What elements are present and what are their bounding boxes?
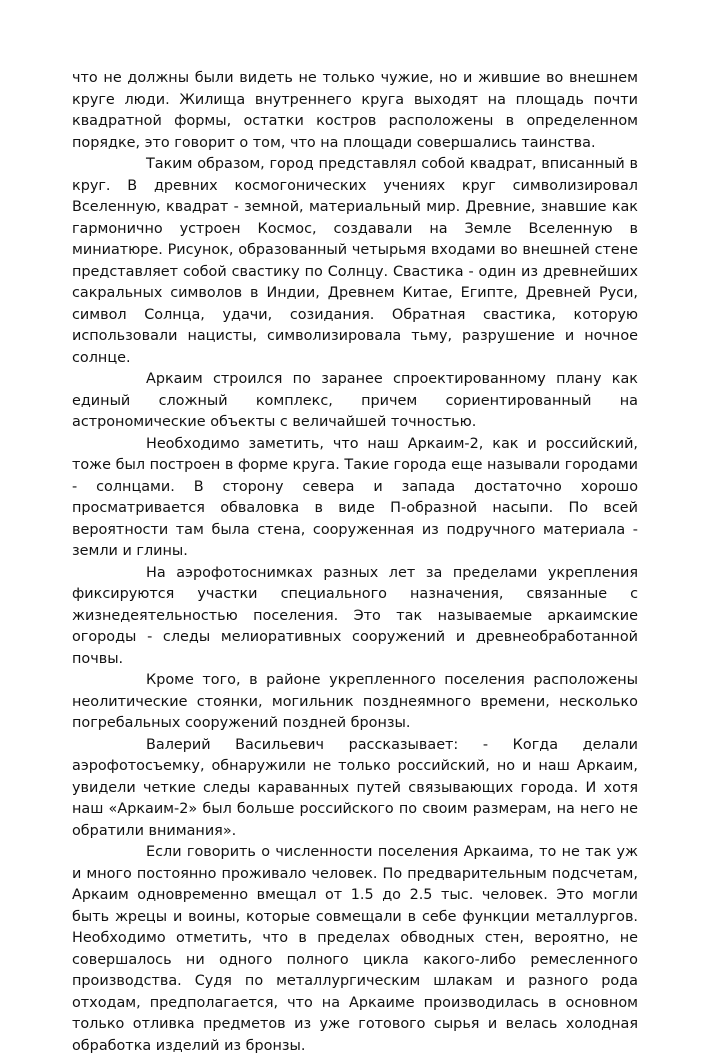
- paragraph-1: что не должны были видеть не только чужие, но и жившие во внешнем круге люди. Жилища внутреннего круга выходят на площадь почти квадратной формы, остатки костров расположены в определенном порядке, это говорит о том, что на площади совершались таинства.: [72, 70, 638, 151]
- paragraph-8: Если говорить о численности поселения Аркаима, то не так уж и много постоянно проживало человек. По предварительным подсчетам, Аркаим одновременно вмещал от 1.5 до 2.5 тыс. человек. Это могли быть жрецы и воины, которые совмещали в себе функции металлургов. Необходимо отметить, что в пределах обводных стен, вероятно, не совершалось ни одного полного цикла какого-либо ремесленного производства. Судя по металлургическим шлакам и разного рода отходам, предполагается, что на Аркаиме производилась в основном только отливка предметов из уже готового сырья и велась холодная обработка изделий из бронзы.: [72, 844, 638, 1054]
- paragraph-7: Валерий Васильевич рассказывает: - Когда делали аэрофотосъемку, обнаружили не только российский, но и наш Аркаим, увидели четкие следы караванных путей связывающих города. И хотя наш «Аркаим-2» был больше российского по своим размерам, на него не обратили внимания».: [72, 736, 638, 839]
- paragraph-5: На аэрофотоснимках разных лет за пределами укрепления фиксируются участки специального назначения, связанные с жизнедеятельностью поселения. Это так называемые аркаимские огороды - следы мелиоративных сооружений и древнеобработанной почвы.: [72, 564, 638, 667]
- paragraph-6: Кроме того, в районе укрепленного поселения расположены неолитические стоянки, могильник позднеямного времени, несколько погребальных сооружений поздней бронзы.: [72, 672, 638, 731]
- paragraph-3: Аркаим строился по заранее спроектированному плану как единый сложный комплекс, причем сориентированный на астрономические объекты с величайшей точностью.: [72, 371, 638, 430]
- paragraph-4: Необходимо заметить, что наш Аркаим-2, как и российский, тоже был построен в форме круга. Такие города еще называли городами - солнцами. В сторону севера и запада достаточно хорошо просматривается обваловка в виде П-образной насыпи. По всей вероятности там была стена, сооруженная из подручного материала - земли и глины.: [72, 435, 638, 559]
- document-page: [72, 68, 638, 1057]
- paragraph-2: Таким образом, город представлял собой квадрат, вписанный в круг. В древних космогонических учениях круг символизировал Вселенную, квадрат - земной, материальный мир. Древние, знавшие как гармонично устроен Космос, создавали на Земле Вселенную в миниатюре. Рисунок, образованный четырьмя входами во внешней стене представляет собой свастику по Солнцу. Свастика - один из древнейших сакральных символов в Индии, Древнем Китае, Египте, Древней Руси, символ Солнца, удачи, созидания. Обратная свастика, которую использовали нацисты, символизировала тьму, разрушение и ночное солнце.: [72, 156, 638, 366]
